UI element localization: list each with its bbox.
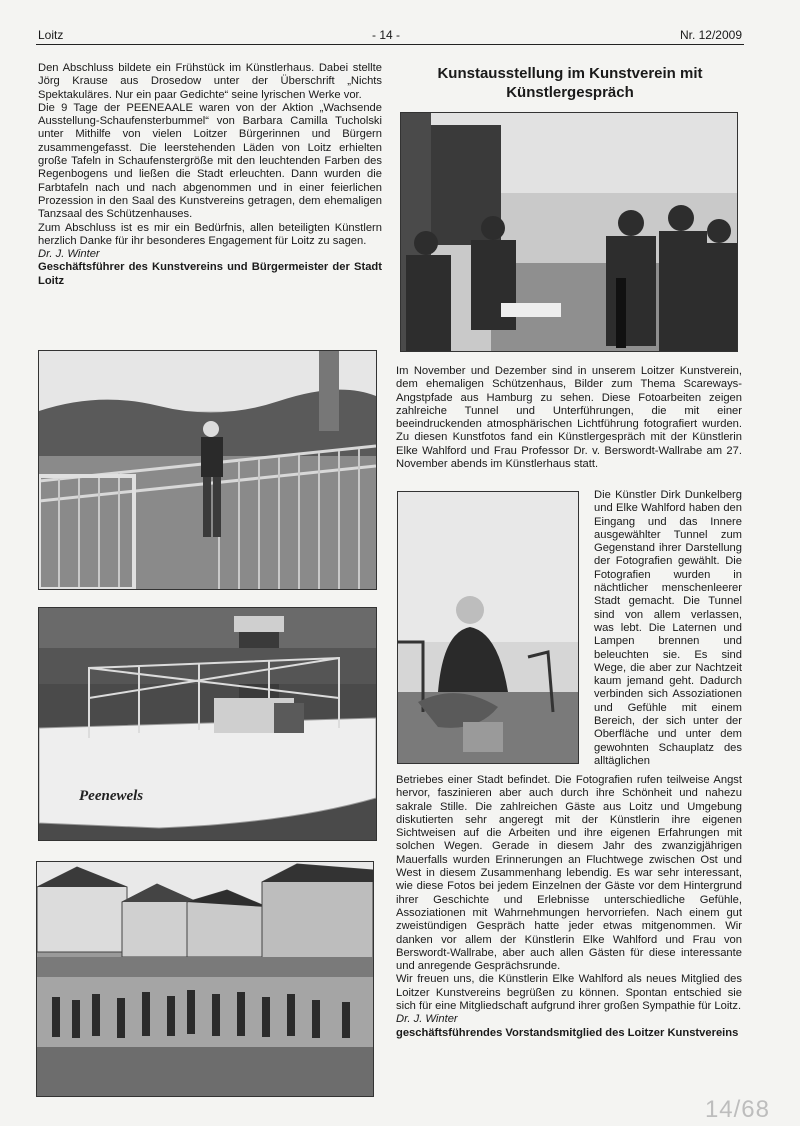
article-float-text: Die Künstler Dirk Dunkelberg und Elke Wahlford haben den Eingang und das Innere ausgewählter Tunnel zum Gegenstand ihrer Darstellung der Fotografien gewählt. Die Fotografien wurden in nächtlicher menschenleerer Stadt gemacht. Die Tunnel sind von allem verlassen, was lebt. Die Laternen und Lampen brennen und beleuchten sie. Es sind Wege, die aber zur Nachtzeit kaum jemand geht. Dadurch verbinden sich Assoziationen und Gefühle mit einem Bereich, der sich unter der Oberfläche und unter dem gewohnten Schauplatz des alltäglichen <box>594 489 742 767</box>
header-issue: Nr. 12/2009 <box>679 28 742 42</box>
signature-name: Dr. J. Winter <box>38 248 100 261</box>
article-signature-name: Dr. J. Winter <box>396 1013 458 1026</box>
left-column-text <box>38 62 382 288</box>
article-title: Kunstausstellung im Kunstverein mit Künstlergespräch <box>437 65 703 101</box>
photo-discussion-group <box>400 112 738 352</box>
header-left: Loitz <box>38 28 64 42</box>
photo-artist-portrait <box>397 491 579 764</box>
article-closing-text: Wir freuen uns, die Künstlerin Elke Wahlford als neues Mitglied des Loitzer Kunstvereins begrüßen zu können. Spontan entschied sie sich für eine Mitgliedschaft aufgrund ihrer großen Sympathie für Loitz. <box>396 973 742 1013</box>
paragraph: Die 9 Tage der PEENEAALE waren von der Aktion „Wachsende Ausstellung-Schaufensterbummel“ von Barbara Camilla Tucholski unter Mithilfe von vielen Loitzer Bürgerinnen und Bürgern zusammengefasst. Die leerstehenden Läden von Loitz erhielten große Tafeln in Schaufenstergröße mit den leuchtenden Farben des Regenbogens und ließen die Stadt erleuchten. Dann wurden die Farbtafeln nach und nach abgenommen und in einer feierlichen Prozession in den Saal des Kunstvereins getragen, dem ehemaligen Tanzsaal des Schützenhauses. <box>38 101 382 221</box>
photo-town-square <box>36 861 374 1097</box>
article-intro-text: Im November und Dezember sind in unserem Loitzer Kunstverein, dem ehemaligen Schützenhaus, Bilder zum Thema Scareways-Angstpfade aus Hamburg zu sehen. Diese Fotoarbeiten zeigen zahlreiche Tunnel und Unterführungen, die mit einer beeindruckenden atmosphärischen Lichtführung fotografiert wurden. Zu diesen Kunstfotos fand ein Künstlergespräch mit der Künstlerin Elke Wahlford und Frau Professor Dr. v. Berswordt-Wallrabe am 27. November abends im Künstlerhaus statt. <box>396 365 742 471</box>
page-counter: 14/68 <box>704 1096 770 1123</box>
boat-name: Peenewels <box>79 788 144 804</box>
article-signature-title: geschäftsführendes Vorstandsmitglied des Loitzer Kunstvereins <box>396 1026 739 1039</box>
article-body-text: Betriebes einer Stadt befindet. Die Fotografien rufen teilweise Angst hervor, faszinieren aber auch durch ihre Schönheit und nahezu sakrale Stille. Die zahlreichen Gäste aus Loitz und Umgebung diskutierten sehr angeregt mit der Künstlerin ihre eigenen Sichtweisen auf die Arbeiten und ihre eigenen Erfahrungen mit solchen Wegen. Gerade in diesem Jahr des zwanzigjährigen Mauerfalls wurden Erinnerungen an Fluchtwege zwischen Ost und West in diesem Zusammenhang lebendig. Es war sehr interessant, wie diese Fotos bei jedem Einzelnen der Gäste vor dem Hintergrund ihrer Geschichte und Erlebnisse unterschiedliche Gefühle, Assoziationen mit Wahrnehmungen hervorriefen. Nach einem gut zweistündigen Gespräch hatte jeder etwas mitgenommen. Wir danken vor allem der Künstlerin Elke Wahlford und Frau von Berswordt-Wallrabe, aber auch allen Gästen für diese interessante und anregende Gesprächsrunde. <box>396 774 742 973</box>
signature-title: Geschäftsführer des Kunstvereins und Bürgermeister der Stadt Loitz <box>38 261 382 287</box>
header-rule <box>36 44 744 45</box>
header-page-number: - 14 - <box>372 28 401 42</box>
photo-boat <box>38 607 377 841</box>
paragraph: Den Abschluss bildete ein Frühstück im Künstlerhaus. Dabei stellte Jörg Krause aus Drosedow unter der Überschrift „Nichts Spektakuläres. Nur ein paar Gedichte“ seine lyrischen Werke vor. <box>38 62 382 101</box>
photo-bridge <box>38 350 377 590</box>
article-intro <box>396 365 742 471</box>
paragraph: Zum Abschluss ist es mir ein Bedürfnis, allen beteiligten Künstlern herzlich Danke für ihr besonderes Engagement für Loitz zu sagen. <box>38 221 382 247</box>
article-body <box>396 774 742 1040</box>
